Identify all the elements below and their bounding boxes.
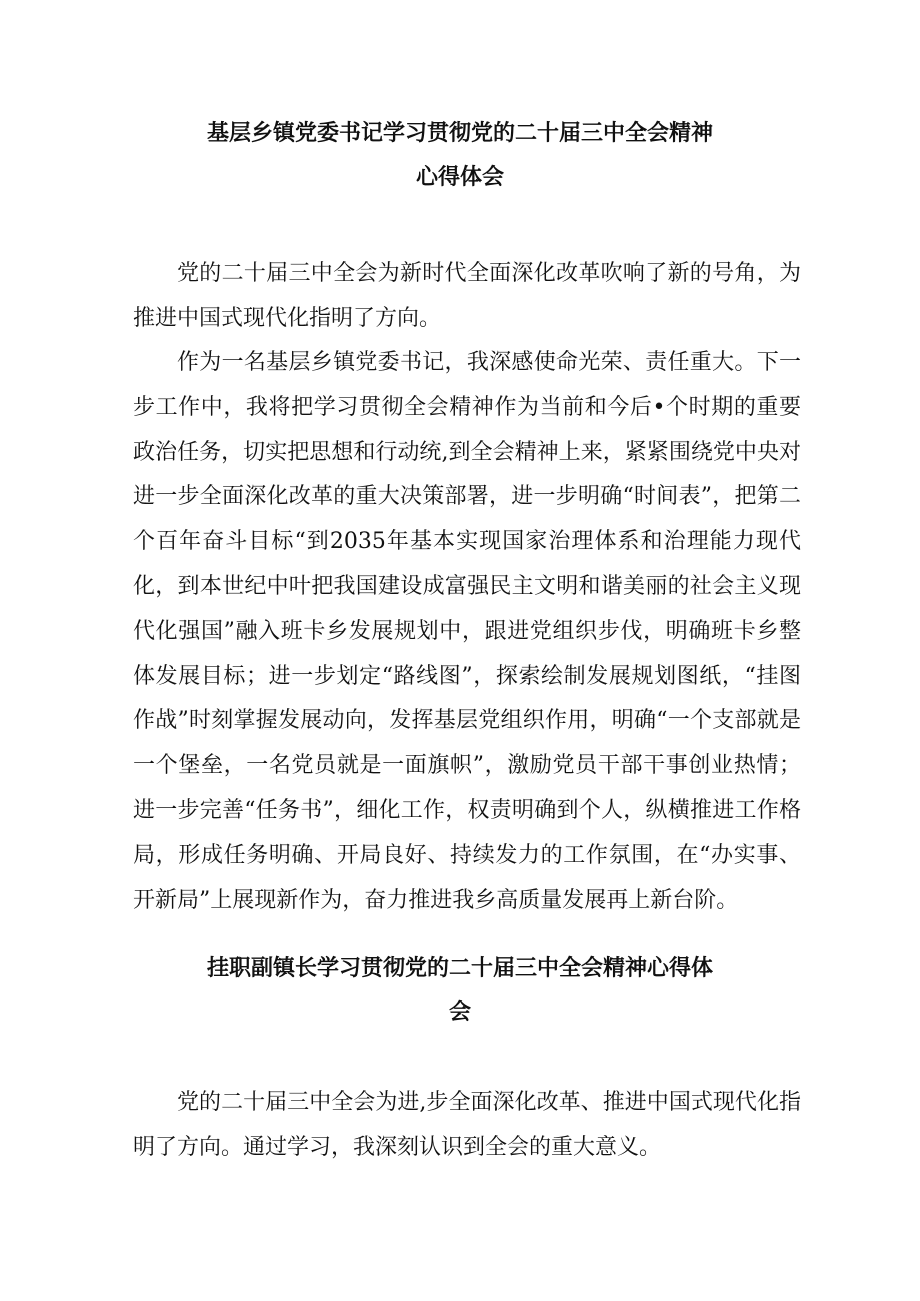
section2-title-line1: 挂职副镇长学习贯彻党的二十届三中全会精神心得体	[206, 956, 713, 981]
section1-title-line2: 心得体会	[415, 165, 504, 190]
section1-paragraph: 作为一名基层乡镇党委书记，我深感使命光荣、责任重大。下一步工作中，我将把学习贯彻全会精神作为当前和今后•个时期的重要政治任务，切实把思想和行动统,到全会精神上来，紧紧围绕党中央对进一步全面深化改革的重大决策部署，进一步明确“时间表”，把第二个百年奋斗目标“到2035年基本实现国家治理体系和治理能力现代化，到本世纪中叶把我国建设成富强民主文明和谐美丽的社会主义现代化强国”融入班卡乡发展规划中，跟进党组织步伐，明确班卡乡整体发展目标；进一步划定“路线图”，探索绘制发展规划图纸，“挂图作战”时刻掌握发展动向，发挥基层党组织作用，明确“一个支部就是一个堡垒，一名党员就是一面旗帜”，激励党员干部干事创业热情；进一步完善“任务书”，细化工作，权责明确到个人，纵横推进工作格局，形成任务明确、开局良好、持续发力的工作氛围，在“办实事、开新局”上展现新作为，奋力推进我乡高质量发展再上新台阶。	[133, 350, 801, 913]
section1-paragraph: 党的二十届三中全会为新时代全面深化改革吹响了新的号角，为推进中国式现代化指明了方向。	[133, 261, 801, 331]
section1-title-line1: 基层乡镇党委书记学习贯彻党的二十届三中全会精神	[206, 121, 713, 146]
section2-paragraph: 党的二十届三中全会为进,步全面深化改革、推进中国式现代化指明了方向。通过学习，我深刻认识到全会的重大意义。	[133, 1090, 801, 1160]
section2-title	[120, 947, 800, 1035]
section1-title	[120, 112, 800, 200]
section2-title-line2: 会	[448, 1000, 471, 1025]
